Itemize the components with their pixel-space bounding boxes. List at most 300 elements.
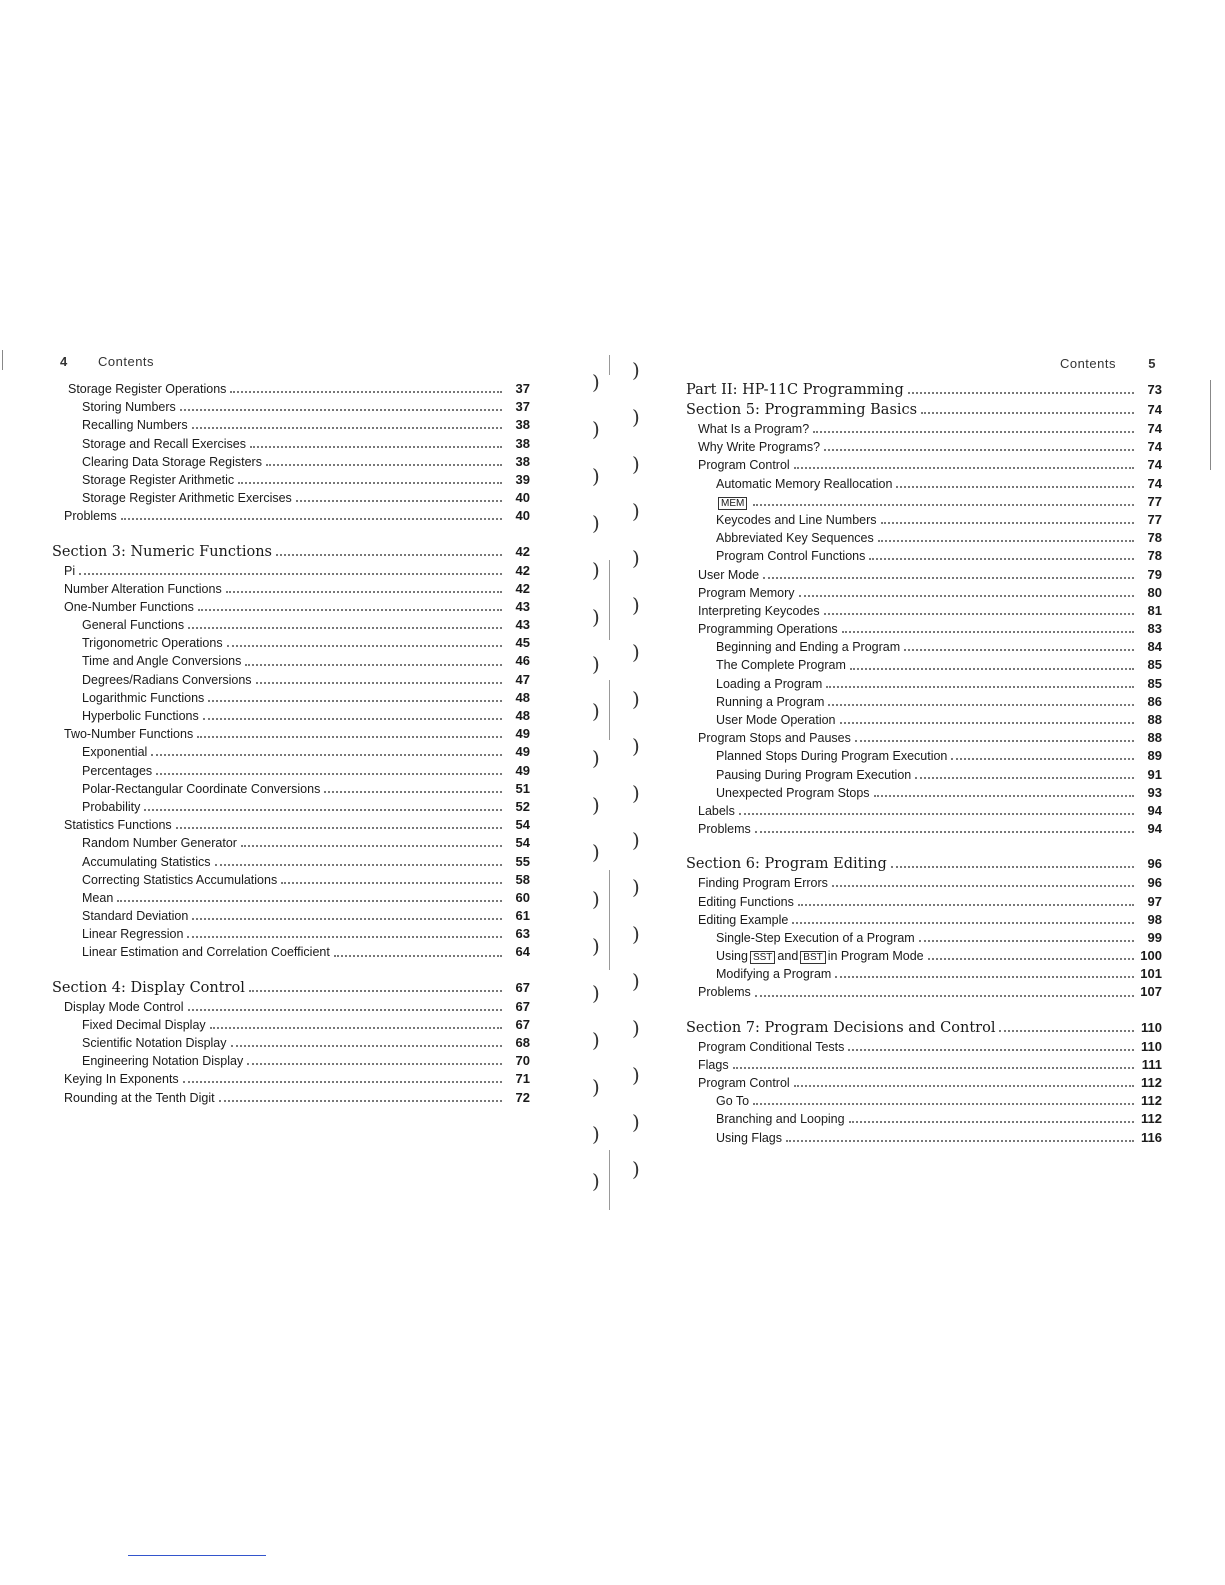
dot-leader — [999, 1030, 1134, 1032]
dot-leader — [219, 1100, 502, 1102]
toc-entry-label — [686, 380, 904, 400]
toc-entry-label — [82, 652, 241, 670]
toc-page-number: 107 — [1140, 984, 1162, 1000]
toc-entry-label — [716, 693, 824, 711]
toc-entry-label — [716, 1129, 782, 1147]
toc-page-number: 96 — [1147, 856, 1162, 872]
toc-entry-label — [82, 689, 204, 707]
toc-page-number: 64 — [515, 944, 530, 960]
toc-entry-label — [716, 947, 924, 965]
dot-leader — [799, 595, 1134, 597]
toc-page-number: 60 — [515, 889, 530, 905]
toc-entry — [686, 766, 1162, 784]
toc-entry — [686, 456, 1162, 474]
left-running-head — [52, 350, 530, 380]
gutter-mark: ) — [592, 511, 600, 535]
toc-entry-label — [82, 798, 140, 816]
toc-entry-text: Percentages — [82, 763, 153, 778]
toc-entry — [52, 907, 530, 925]
toc-entry — [686, 1129, 1162, 1147]
right-toc-list — [686, 380, 1162, 1147]
toc-entry — [52, 925, 530, 943]
dot-leader — [144, 809, 502, 811]
dot-leader — [266, 464, 502, 466]
toc-entry — [52, 562, 530, 580]
toc-entry — [52, 834, 530, 852]
dot-leader — [755, 831, 1134, 833]
toc-entry — [686, 475, 1162, 493]
right-page-number: 5 — [1148, 356, 1156, 371]
toc-entry-text: Rounding at the Tenth Digit — [64, 1090, 215, 1105]
gutter-mark: ) — [632, 1063, 640, 1087]
toc-entry-label — [686, 1018, 995, 1038]
toc-entry — [686, 420, 1162, 438]
toc-page-number: 70 — [515, 1053, 530, 1069]
toc-page-number: 51 — [515, 780, 530, 796]
dot-leader — [842, 631, 1134, 633]
toc-entry-text: Two-Number Functions — [64, 727, 194, 742]
toc-entry-text: Automatic Memory Reallocation — [716, 476, 893, 491]
toc-page-number: 49 — [515, 762, 530, 778]
toc-entry-label — [82, 471, 234, 489]
toc-entry-label — [82, 1016, 206, 1034]
dot-leader — [869, 558, 1134, 560]
toc-entry-text: Recalling Numbers — [82, 418, 188, 433]
toc-entry-label — [64, 1070, 179, 1088]
toc-entry-text: Editing Functions — [698, 894, 794, 909]
toc-entry-text: Random Number Generator — [82, 836, 237, 851]
left-edge-mark — [2, 350, 3, 370]
toc-entry — [686, 1056, 1162, 1074]
toc-entry-label — [82, 707, 199, 725]
toc-entry-label — [716, 475, 892, 493]
toc-entry-text: Storage Register Operations — [68, 382, 227, 396]
toc-page-number: 110 — [1141, 1038, 1162, 1054]
toc-entry — [686, 602, 1162, 620]
gutter-mark: ) — [632, 734, 640, 758]
dot-leader — [187, 936, 502, 938]
right-running-head — [686, 350, 1162, 380]
toc-entry-label — [716, 766, 911, 784]
dot-leader — [208, 700, 502, 702]
toc-entry-text: Program Control — [698, 458, 790, 473]
toc-entry-text: The Complete Program — [716, 658, 846, 673]
toc-page-number: 112 — [1141, 1111, 1162, 1127]
toc-entry-label — [82, 834, 237, 852]
toc-page-number: 40 — [515, 490, 530, 506]
toc-entry-label — [698, 911, 788, 929]
toc-page-number: 93 — [1147, 784, 1162, 800]
toc-page-number: 110 — [1141, 1019, 1162, 1035]
gutter-mark: ) — [632, 405, 640, 429]
dot-leader — [215, 864, 502, 866]
toc-entry-label — [698, 983, 751, 1001]
toc-entry — [686, 747, 1162, 765]
toc-entry-label — [82, 416, 188, 434]
toc-entry-text: Planned Stops During Program Execution — [716, 749, 948, 764]
toc-entry-text: Beginning and Ending a Program — [716, 640, 901, 655]
toc-entry — [686, 929, 1162, 947]
toc-entry-text: Pausing During Program Execution — [716, 767, 912, 782]
toc-entry-text: What Is a Program? — [698, 422, 810, 436]
gutter-mark: ) — [632, 969, 640, 993]
gutter-mark: ) — [592, 1028, 600, 1052]
dot-leader — [156, 773, 502, 775]
gutter-mark: ) — [632, 358, 640, 382]
toc-entry-text: Problems — [698, 985, 751, 1000]
toc-page-number: 99 — [1147, 929, 1162, 945]
toc-page-number: 86 — [1147, 693, 1162, 709]
dot-leader — [928, 958, 1134, 960]
toc-entry — [686, 1038, 1162, 1056]
toc-entry-text: Finding Program Errors — [698, 876, 828, 891]
left-toc-list — [52, 380, 530, 1107]
toc-entry-label — [64, 998, 184, 1016]
toc-entry-text: Editing Example — [698, 912, 789, 927]
dot-leader — [238, 482, 502, 484]
dot-leader — [855, 740, 1134, 742]
gutter-mark: ) — [632, 922, 640, 946]
toc-entry-text: Go To — [716, 1094, 750, 1109]
toc-entry — [686, 874, 1162, 892]
toc-entry-label — [686, 854, 887, 874]
toc-page-number: 80 — [1147, 584, 1162, 600]
dot-leader — [824, 449, 1134, 451]
toc-entry — [686, 947, 1162, 965]
gutter-mark: ) — [592, 887, 600, 911]
toc-entry — [686, 438, 1162, 456]
toc-entry — [686, 893, 1162, 911]
toc-entry-text: General Functions — [82, 618, 185, 633]
toc-entry — [686, 784, 1162, 802]
toc-entry-label — [82, 743, 147, 761]
toc-page-number: 72 — [515, 1089, 530, 1105]
toc-page-number: 112 — [1141, 1093, 1162, 1109]
right-running-title: Contents — [1059, 356, 1116, 371]
dot-leader — [334, 955, 502, 957]
toc-entry-label — [716, 1110, 845, 1128]
toc-page-number: 88 — [1147, 712, 1162, 727]
toc-entry-label — [52, 978, 245, 998]
toc-entry — [686, 638, 1162, 656]
toc-page-number: 74 — [1147, 421, 1162, 436]
toc-entry-label — [82, 398, 176, 416]
toc-page-number: 116 — [1141, 1129, 1162, 1145]
toc-page-number: 101 — [1140, 966, 1162, 982]
dot-leader — [891, 866, 1134, 868]
toc-entry-label — [82, 889, 113, 907]
toc-entry-text: Exponential — [82, 745, 148, 760]
toc-entry-text: Program Stops and Pauses — [698, 731, 851, 746]
toc-entry-label — [698, 420, 809, 438]
toc-page-number: 98 — [1147, 911, 1162, 927]
toc-entry — [52, 689, 530, 707]
toc-page-number: 94 — [1147, 821, 1162, 837]
dot-leader — [739, 813, 1134, 815]
gutter-mark: ) — [632, 499, 640, 523]
dot-leader — [198, 609, 502, 611]
dot-leader — [733, 1067, 1134, 1069]
toc-page-number: 81 — [1147, 602, 1162, 618]
toc-entry-text: Display Mode Control — [64, 999, 184, 1014]
right-edge-mark — [1210, 380, 1211, 470]
dot-leader — [878, 540, 1134, 542]
toc-entry — [52, 707, 530, 725]
toc-page-number: 97 — [1147, 893, 1162, 909]
toc-entry-label — [64, 580, 222, 598]
toc-entry-text: Engineering Notation Display — [82, 1054, 244, 1069]
toc-entry-label — [68, 380, 226, 398]
gutter-mark: ) — [592, 1122, 600, 1146]
toc-page-number: 78 — [1147, 530, 1162, 546]
toc-page-number: 112 — [1141, 1075, 1162, 1090]
dot-leader — [915, 777, 1134, 779]
toc-entry-text: Correcting Statistics Accumulations — [82, 872, 278, 887]
gutter-mark: ) — [632, 593, 640, 617]
toc-entry — [52, 725, 530, 743]
toc-entry — [52, 1034, 530, 1052]
toc-page-number: 74 — [1147, 402, 1162, 417]
toc-entry-text: Hyperbolic Functions — [82, 709, 199, 723]
toc-entry — [686, 529, 1162, 547]
toc-page-number: 74 — [1147, 457, 1162, 473]
dot-leader — [230, 391, 502, 393]
dot-leader — [79, 573, 502, 575]
toc-entry — [52, 1089, 530, 1107]
toc-entry — [686, 675, 1162, 693]
toc-entry-label — [64, 725, 193, 743]
gutter-mark: ) — [632, 1157, 640, 1181]
toc-entry-text: Time and Angle Conversions — [82, 654, 242, 669]
gutter-mark: ) — [592, 558, 600, 582]
toc-entry-label — [698, 438, 820, 456]
toc-entry-label — [82, 435, 246, 453]
right-page — [686, 350, 1162, 1147]
left-page — [52, 350, 530, 1107]
toc-entry-text: Part II: HP-11C Programming — [686, 382, 904, 398]
toc-entry-label — [64, 1089, 215, 1107]
toc-entry-text: Section 4: Display Control — [52, 979, 245, 996]
gutter-mark: ) — [592, 370, 600, 394]
toc-entry-text: Program Control — [698, 1076, 790, 1090]
toc-entry-label — [698, 602, 820, 620]
dot-leader — [919, 940, 1134, 942]
gutter-mark: ) — [592, 417, 600, 441]
dot-leader — [180, 409, 502, 411]
dot-leader — [188, 627, 502, 629]
toc-page-number: 55 — [515, 853, 530, 869]
gutter-mark: ) — [632, 452, 640, 476]
toc-entry — [686, 802, 1162, 820]
toc-entry-text: Storing Numbers — [82, 400, 176, 415]
toc-entry — [686, 656, 1162, 674]
toc-entry — [52, 416, 530, 434]
toc-page-number: 39 — [515, 471, 530, 487]
toc-page-number: 77 — [1147, 511, 1162, 527]
toc-entry — [52, 889, 530, 907]
toc-entry-label — [716, 711, 836, 729]
dot-leader — [904, 649, 1134, 651]
dot-leader — [848, 1049, 1134, 1051]
toc-entry-text: Polar-Rectangular Coordinate Conversions — [82, 781, 321, 796]
toc-entry — [686, 729, 1162, 747]
dot-leader — [250, 446, 502, 448]
dot-leader — [256, 682, 502, 684]
toc-page-number: 74 — [1147, 475, 1162, 491]
toc-entry-text: Pi — [64, 563, 76, 578]
toc-entry-text: Using — [716, 949, 748, 964]
toc-page-number: 88 — [1147, 730, 1162, 746]
toc-entry-label — [82, 780, 320, 798]
toc-entry-text: Trigonometric Operations — [82, 636, 223, 651]
toc-entry-label — [52, 542, 272, 562]
toc-entry-text: Statistics Functions — [64, 818, 172, 833]
toc-entry — [686, 983, 1162, 1001]
dot-leader — [231, 1045, 502, 1047]
gutter-mark: ) — [592, 699, 600, 723]
gutter-mark: ) — [592, 605, 600, 629]
dot-leader — [881, 522, 1134, 524]
toc-entry-text: Linear Regression — [82, 927, 184, 942]
toc-entry-text: Problems — [698, 822, 751, 837]
dot-leader — [840, 722, 1134, 724]
dot-leader — [247, 1063, 502, 1065]
toc-entry — [52, 998, 530, 1016]
toc-entry-label — [716, 1092, 749, 1110]
toc-entry-text: Keycodes and Line Numbers — [716, 512, 877, 527]
gutter-mark: ) — [592, 652, 600, 676]
gutter-mark: ) — [632, 1110, 640, 1134]
toc-entry — [52, 743, 530, 761]
toc-entry-label — [716, 493, 749, 511]
toc-entry — [686, 566, 1162, 584]
toc-page-number: 94 — [1147, 802, 1162, 818]
keycap-bst: BST — [800, 951, 825, 964]
dot-leader — [753, 1103, 1134, 1105]
toc-entry-label — [698, 729, 851, 747]
dot-leader — [835, 976, 1134, 978]
gutter-mark: ) — [592, 793, 600, 817]
toc-entry-label — [716, 511, 877, 529]
gutter-mark: ) — [632, 1016, 640, 1040]
dot-leader — [763, 577, 1134, 579]
toc-entry — [52, 471, 530, 489]
toc-entry — [52, 598, 530, 616]
toc-entry — [52, 1016, 530, 1034]
toc-page-number: 79 — [1147, 566, 1162, 582]
toc-entry-label — [82, 453, 262, 471]
toc-page-number: 37 — [515, 381, 530, 396]
gutter-mark: ) — [632, 828, 640, 852]
toc-entry — [686, 1110, 1162, 1128]
toc-entry-label — [82, 907, 188, 925]
toc-entry-label — [82, 925, 183, 943]
toc-entry-label — [698, 584, 795, 602]
toc-page-number: 100 — [1140, 948, 1162, 964]
dot-leader — [798, 904, 1134, 906]
dot-leader — [849, 1121, 1134, 1123]
toc-entry-label — [64, 598, 194, 616]
toc-entry-label — [82, 1052, 243, 1070]
toc-entry — [52, 380, 530, 398]
toc-entry — [52, 616, 530, 634]
dot-leader — [832, 885, 1134, 887]
toc-entry-text: Flags — [698, 1057, 729, 1072]
toc-entry-text: Probability — [82, 799, 141, 814]
toc-page-number: 48 — [515, 689, 530, 705]
gutter-mark: ) — [592, 934, 600, 958]
toc-page-number: 84 — [1147, 639, 1162, 655]
dot-leader — [828, 704, 1134, 706]
toc-page-number: 91 — [1147, 766, 1162, 782]
toc-entry-text: Section 3: Numeric Functions — [52, 543, 272, 560]
toc-entry-label — [82, 871, 277, 889]
toc-entry — [52, 652, 530, 670]
toc-entry-label — [686, 400, 917, 420]
toc-entry-text: Abbreviated Key Sequences — [716, 531, 874, 546]
toc-entry-text: Loading a Program — [716, 676, 823, 691]
dot-leader — [792, 922, 1134, 924]
toc-entry-label — [82, 489, 292, 507]
toc-entry-label — [698, 1038, 844, 1056]
toc-entry-label — [698, 1056, 729, 1074]
toc-page-number: 73 — [1147, 382, 1162, 397]
toc-entry — [52, 780, 530, 798]
left-running-title: Contents — [98, 354, 155, 369]
dot-leader — [117, 900, 502, 902]
toc-entry-text: One-Number Functions — [64, 599, 194, 614]
toc-entry-text: Section 6: Program Editing — [686, 856, 887, 873]
gutter-mark: ) — [592, 1075, 600, 1099]
binding-gutter — [574, 350, 654, 1220]
dot-leader — [192, 918, 502, 920]
dot-leader — [227, 645, 502, 647]
toc-entry-label — [82, 616, 184, 634]
toc-entry-text: Program Memory — [698, 585, 795, 600]
toc-page-number: 83 — [1147, 621, 1162, 637]
toc-entry-label — [64, 562, 75, 580]
toc-page-number: 63 — [515, 926, 530, 942]
toc-entry-text: Modifying a Program — [716, 967, 832, 982]
toc-entry — [52, 1052, 530, 1070]
dot-leader — [249, 990, 502, 992]
toc-page-number: 49 — [515, 744, 530, 760]
dot-leader — [755, 995, 1134, 997]
toc-page-number: 43 — [515, 617, 530, 633]
toc-page-number: 61 — [515, 908, 530, 924]
toc-entry-text: User Mode Operation — [716, 713, 836, 727]
toc-page-number: 54 — [515, 817, 530, 833]
toc-entry-text: Branching and Looping — [716, 1112, 845, 1127]
toc-entry-label — [716, 784, 870, 802]
toc-page-number: 42 — [515, 562, 530, 578]
dot-leader — [951, 758, 1134, 760]
toc-entry-label — [716, 547, 865, 565]
toc-entry — [686, 911, 1162, 929]
toc-entry-label — [716, 656, 846, 674]
toc-entry-text: Interpreting Keycodes — [698, 603, 820, 618]
toc-section-heading — [686, 1018, 1162, 1038]
gutter-mark: ) — [592, 464, 600, 488]
toc-page-number: 85 — [1147, 657, 1162, 673]
toc-entry-text: in Program Mode — [827, 949, 924, 964]
toc-page-number: 52 — [515, 798, 530, 814]
toc-page-number: 38 — [515, 435, 530, 451]
toc-page-number: 47 — [515, 671, 530, 687]
toc-entry-text: Section 7: Program Decisions and Control — [686, 1019, 996, 1036]
toc-entry-text: Labels — [698, 803, 735, 818]
dot-leader — [813, 431, 1134, 433]
